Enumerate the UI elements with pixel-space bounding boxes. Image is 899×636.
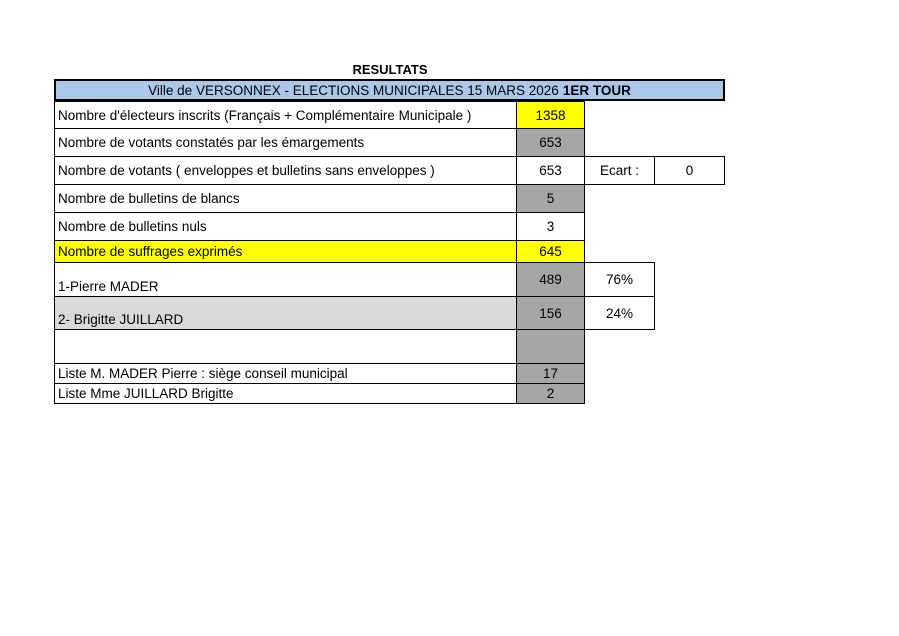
candidate-mader-label: 1-Pierre MADER [54,262,517,297]
row-inscrits-value: 1358 [516,101,585,129]
page-title: RESULTATS [352,62,428,77]
row-blancs-label: Nombre de bulletins de blancs [54,184,517,213]
ecart-label: Ecart : [584,156,655,185]
row-exprimes-label: Nombre de suffrages exprimés [54,240,517,263]
seats-juillard-label: Liste Mme JUILLARD Brigitte [54,383,517,404]
seats-mader-label: Liste M. MADER Pierre : siège conseil municipal [54,363,517,384]
seats-mader-value: 17 [516,363,585,384]
row-votants-enveloppes-value: 653 [516,156,585,185]
row-votants-enveloppes-label: Nombre de votants ( enveloppes et bulletins sans enveloppes ) [54,156,517,185]
row-blancs-value: 5 [516,184,585,213]
election-header [54,79,725,101]
empty-row-label [54,329,517,364]
candidate-juillard-votes: 156 [516,296,585,330]
header-text: Ville de VERSONNEX - ELECTIONS MUNICIPALES 15 MARS 2026 [148,82,559,98]
candidate-juillard-label: 2- Brigitte JUILLARD [54,296,517,330]
row-votants-emargements-value: 653 [516,128,585,157]
row-inscrits-label: Nombre d'électeurs inscrits (Français + Complémentaire Municipale ) [54,101,517,129]
empty-row-value [516,329,585,364]
header-round: 1ER TOUR [562,82,631,98]
ecart-value: 0 [654,156,725,185]
row-exprimes-value: 645 [516,240,585,263]
seats-juillard-value: 2 [516,383,585,404]
candidate-mader-percent: 76% [584,262,655,297]
row-nuls-value: 3 [516,212,585,241]
row-votants-emargements-label: Nombre de votants constatés par les émargements [54,128,517,157]
row-nuls-label: Nombre de bulletins nuls [54,212,517,241]
candidate-juillard-percent: 24% [584,296,655,330]
candidate-mader-votes: 489 [516,262,585,297]
